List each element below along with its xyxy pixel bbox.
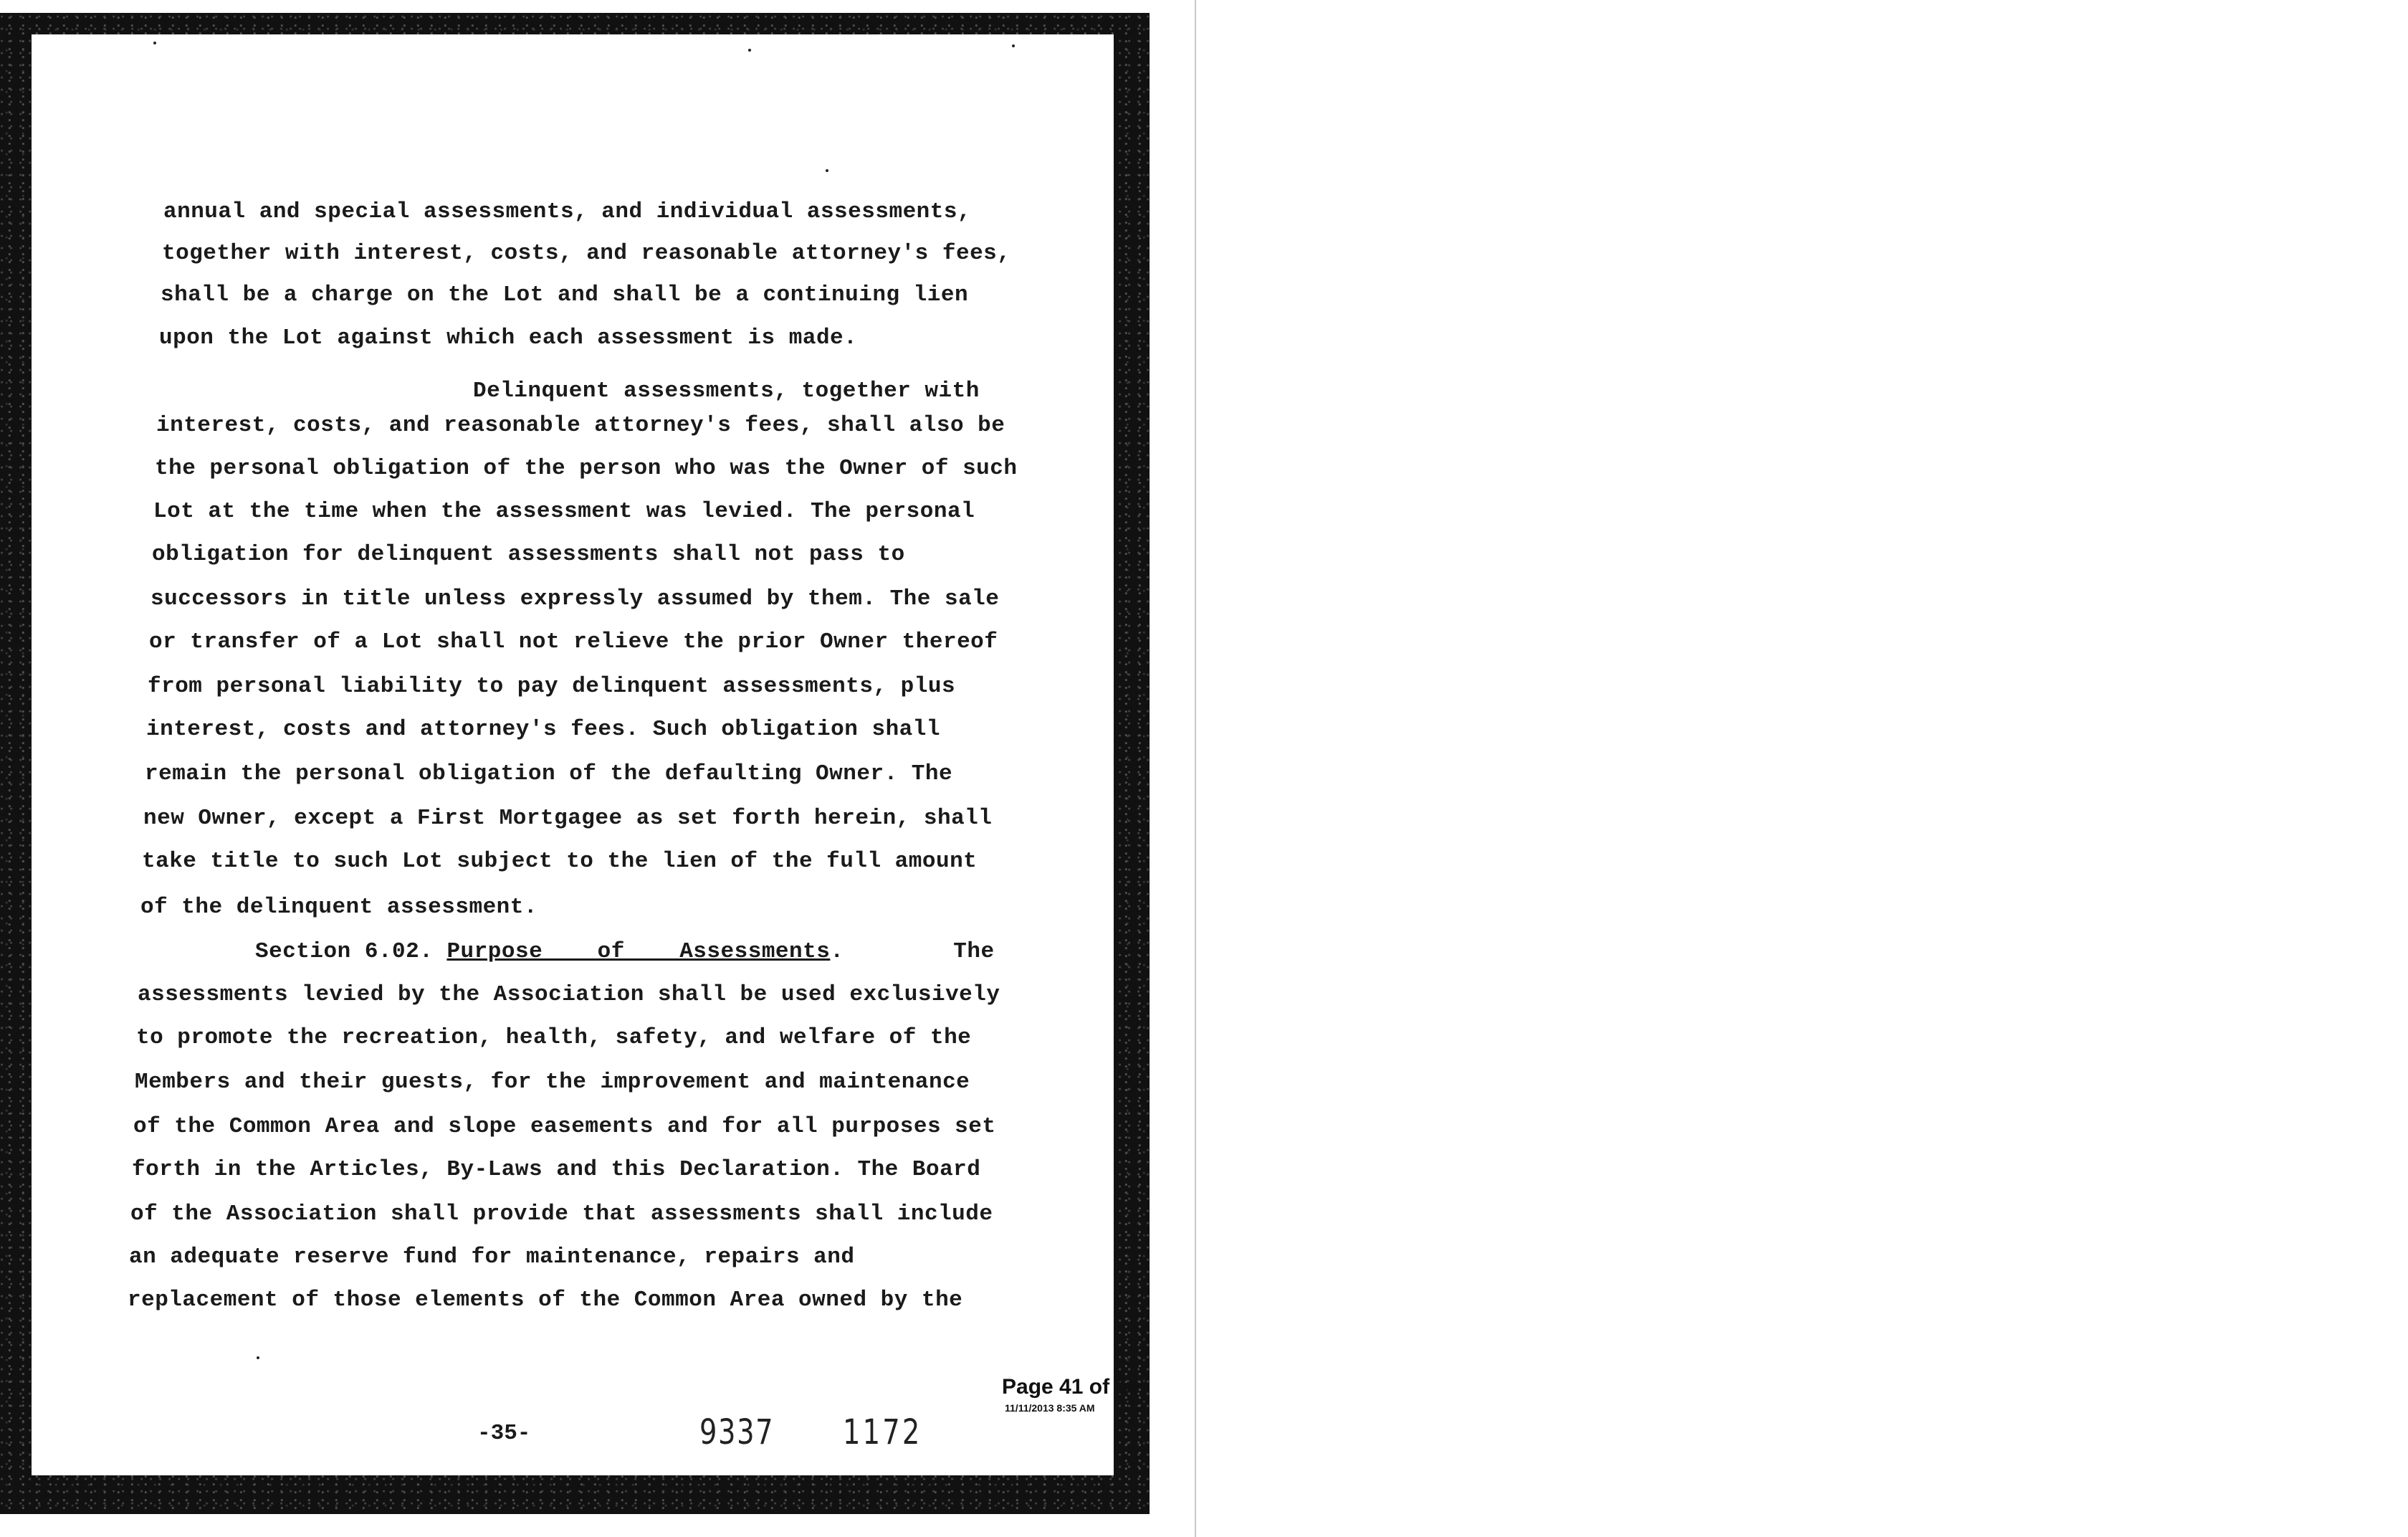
scan-speck	[748, 49, 751, 52]
scan-speck	[257, 1356, 259, 1359]
body-line: interest, costs, and reasonable attorney's fees, shall also be	[156, 413, 1005, 438]
body-line: of the Association shall provide that assessments shall include	[130, 1201, 993, 1227]
body-line: take title to such Lot subject to the lien of the full amount	[142, 849, 978, 874]
section-heading	[255, 939, 995, 964]
body-line: new Owner, except a First Mortgagee as set forth herein, shall	[143, 806, 993, 831]
body-line: of the Common Area and slope easements and for all purposes set	[133, 1114, 996, 1139]
section-continuation: . The	[830, 939, 995, 964]
body-line: annual and special assessments, and individual assessments,	[163, 199, 972, 224]
body-line: an adequate reserve fund for maintenance, repairs and	[129, 1245, 855, 1270]
scan-speck	[1012, 44, 1015, 47]
scan-speck	[153, 42, 156, 44]
page-count-stamp: Page 41 of 50	[1002, 1375, 1140, 1399]
body-line: the personal obligation of the person who was the Owner of such	[155, 456, 1018, 481]
section-number: Section 6.02.	[255, 939, 434, 964]
viewer-divider	[1195, 0, 1196, 1537]
body-line: together with interest, costs, and reasonable attorney's fees,	[162, 241, 1011, 266]
body-line: from personal liability to pay delinquent assessments, plus	[148, 674, 956, 699]
stamp-timestamp: 11/11/2013 8:35 AM	[1005, 1402, 1095, 1414]
body-line: successors in title unless expressly assumed by them. The sale	[150, 586, 1000, 612]
section-title: Purpose of Assessments	[446, 939, 831, 964]
page-number: -35-	[477, 1421, 531, 1446]
scan-speck	[826, 169, 828, 172]
body-line: shall be a charge on the Lot and shall be a continuing lien	[161, 282, 969, 308]
body-line: interest, costs and attorney's fees. Such obligation shall	[146, 717, 940, 742]
body-line: Members and their guests, for the improvement and maintenance	[135, 1070, 970, 1095]
body-line: remain the personal obligation of the defaulting Owner. The	[145, 761, 953, 786]
body-line: forth in the Articles, By-Laws and this Declaration. The Board	[132, 1157, 981, 1182]
body-line: to promote the recreation, health, safety, and welfare of the	[136, 1025, 972, 1050]
body-line: Delinquent assessments, together with	[473, 379, 980, 404]
body-line: replacement of those elements of the Common Area owned by the	[128, 1288, 963, 1313]
body-line: Lot at the time when the assessment was levied. The personal	[153, 499, 975, 524]
body-line: obligation for delinquent assessments shall not pass to	[152, 542, 905, 567]
body-line: or transfer of a Lot shall not relieve the prior Owner thereof	[149, 629, 998, 655]
book-number: 9337	[699, 1412, 775, 1452]
body-line: upon the Lot against which each assessment is made.	[159, 325, 858, 351]
body-line: assessments levied by the Association shall be used exclusively	[138, 982, 1000, 1007]
body-line: of the delinquent assessment.	[140, 895, 538, 920]
page-reference: 1172	[843, 1412, 922, 1452]
